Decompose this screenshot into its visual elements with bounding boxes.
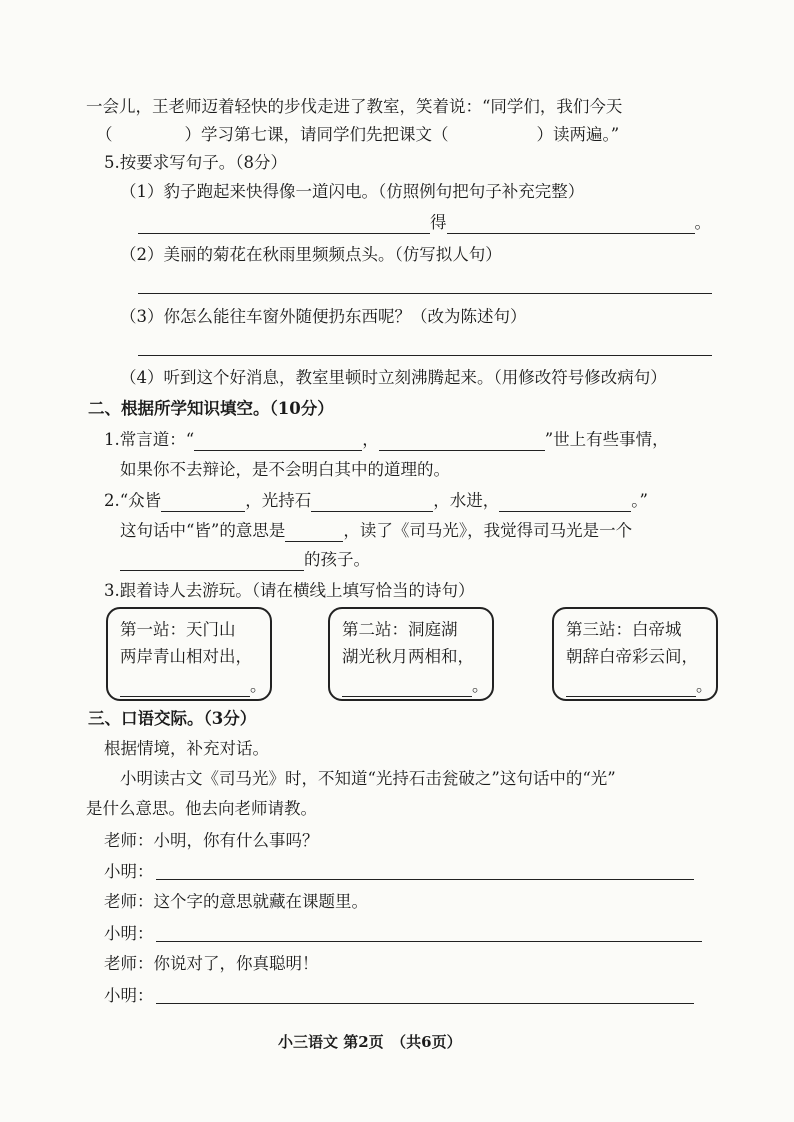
q5-s1-blank-2[interactable] — [447, 215, 695, 234]
section-3-title: 三、口语交际。（3分） — [88, 709, 257, 728]
sec2-q2 — [104, 490, 648, 512]
dialog-answer-line-2[interactable] — [156, 941, 702, 942]
q5-s1-blank-1[interactable] — [138, 215, 430, 234]
sec2-q1 — [104, 429, 669, 451]
q5-s1-end: 。 — [694, 213, 711, 232]
sec2-q1-line-2: 如果你不去辩论，是不会明白其中的道理的。 — [120, 460, 450, 479]
sec3-context-1: 小明读古文《司马光》时，不知道“光持石击瓮破之”这句话中的“光” — [120, 769, 616, 788]
dialog-teacher-1: 老师：小明，你有什么事吗？ — [104, 831, 319, 850]
dialog-teacher-3: 老师：你说对了，你真聪明！ — [104, 954, 319, 973]
station-3-answer — [566, 675, 713, 697]
station-1-line: 两岸青山相对出， — [120, 647, 252, 666]
sec2-q2-child: 的孩子。 — [304, 550, 370, 569]
q5-s1-answer-row — [138, 212, 711, 234]
sec2-q2-meaning-prefix: 这句话中“皆”的意思是 — [120, 521, 286, 540]
dialog-teacher-2: 老师：这个字的意思就藏在课题里。 — [104, 892, 368, 911]
station-1-label: 第一站：天门山 — [120, 620, 236, 639]
station-box-2 — [328, 607, 494, 701]
sec2-q3: 3.跟着诗人去游玩。（请在横线上填写恰当的诗句） — [104, 581, 475, 600]
paren-open: （ — [96, 125, 113, 144]
station-box-1 — [106, 607, 272, 701]
sec2-q2-meaning-suffix: ，读了《司马光》，我觉得司马光是一个 — [343, 521, 633, 540]
intro-line-2 — [96, 124, 619, 146]
q5-sentence-2: （2）美丽的菊花在秋雨里频频点头。（仿写拟人句） — [120, 245, 502, 264]
q5-s2-answer-line[interactable] — [138, 293, 712, 294]
dialog-xiaoming-3: 小明： — [104, 986, 154, 1005]
dialog-answer-line-1[interactable] — [156, 879, 694, 880]
station-2-line: 湖光秋月两相和， — [342, 647, 474, 666]
sec2-q2-mid-1: ，光持石 — [245, 491, 312, 510]
station-1-end: 。 — [250, 676, 267, 695]
intro-line-1: 一会儿，王老师迈着轻快的步伐走进了教室，笑着说：“同学们，我们今天 — [86, 97, 623, 116]
sec2-q1-blank-2[interactable] — [379, 432, 545, 451]
q5-sentence-4: （4）听到这个好消息，教室里顿时立刻沸腾起来。（用修改符号修改病句） — [120, 368, 667, 387]
station-3-blank[interactable] — [566, 678, 696, 697]
sec2-q2-blank-5[interactable] — [120, 552, 304, 571]
q5-title: 5.按要求写句子。（8分） — [104, 153, 287, 172]
sec2-q2-line-2 — [120, 520, 632, 542]
station-box-3 — [552, 607, 718, 701]
sec2-q1-prefix: 1.常言道：“ — [104, 430, 195, 449]
station-3-label: 第三站：白帝城 — [566, 620, 682, 639]
sec2-q2-prefix: 2.“众皆 — [104, 491, 162, 510]
q5-sentence-3: （3）你怎么能往车窗外随便扔东西呢？（改为陈述句） — [120, 307, 527, 326]
q5-s3-answer-line[interactable] — [138, 355, 712, 356]
station-1-blank[interactable] — [120, 678, 250, 697]
station-2-end: 。 — [472, 676, 489, 695]
sec2-q2-blank-4[interactable] — [285, 523, 343, 542]
sec2-q2-end: 。” — [631, 491, 648, 510]
sec2-q1-suffix: ”世上有些事情， — [544, 430, 669, 449]
sec2-q2-blank-1[interactable] — [161, 493, 245, 512]
dialog-xiaoming-1: 小明： — [104, 862, 154, 881]
sec3-instruction: 根据情境，补充对话。 — [104, 739, 269, 758]
sec3-context-2: 是什么意思。他去向老师请教。 — [86, 799, 317, 818]
dialog-answer-line-3[interactable] — [156, 1003, 694, 1004]
intro-line-2-text: ）学习第七课，请同学们先把课文（ — [184, 125, 449, 144]
station-2-blank[interactable] — [342, 678, 472, 697]
dialog-xiaoming-2: 小明： — [104, 924, 154, 943]
intro-line-2-end: ）读两遍。” — [536, 125, 620, 144]
sec2-q2-line-3 — [120, 549, 370, 571]
sec2-q2-mid-2: ，水进， — [433, 491, 500, 510]
q5-sentence-1: （1）豹子跑起来快得像一道闪电。（仿照例句把句子补充完整） — [120, 182, 585, 201]
sec2-q1-comma: ， — [362, 430, 379, 449]
station-2-answer — [342, 675, 489, 697]
sec2-q2-blank-2[interactable] — [311, 493, 433, 512]
sec2-q1-blank-1[interactable] — [194, 432, 362, 451]
sec2-q2-blank-3[interactable] — [499, 493, 631, 512]
station-3-line: 朝辞白帝彩云间， — [566, 647, 698, 666]
station-3-end: 。 — [696, 676, 713, 695]
station-2-label: 第二站：洞庭湖 — [342, 620, 458, 639]
page-footer: 小三语文 第2页 （共6页） — [278, 1033, 462, 1051]
station-1-answer — [120, 675, 267, 697]
section-2-title: 二、根据所学知识填空。（10分） — [88, 399, 334, 418]
q5-s1-de: 得 — [430, 213, 447, 232]
